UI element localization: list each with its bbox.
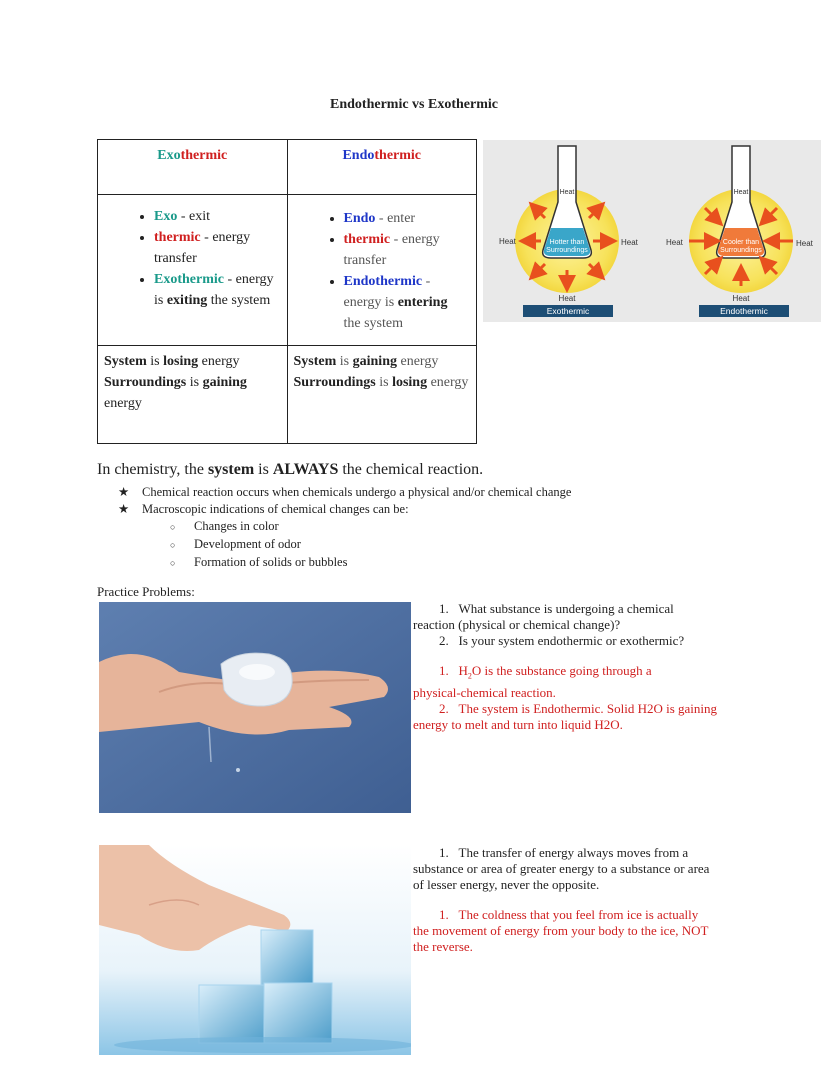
ice-in-hand-photo <box>99 602 411 813</box>
list-item: • thermic - energy transfer <box>344 229 466 271</box>
statement-1-cont: substance or area of greater energy to a substance or area <box>413 861 710 876</box>
endo-heat-top: Heat <box>733 189 749 196</box>
endo-flask-text-1: Cooler than <box>722 239 760 246</box>
answer-1: 1. The coldness that you feel from ice is actually <box>439 907 699 922</box>
problem-2 <box>413 845 743 955</box>
list-item: • Exothermic - energy is exiting the system <box>154 269 276 311</box>
page-title: Endothermic vs Exothermic <box>330 97 498 112</box>
exo-heat-bottom: Heat <box>558 294 576 303</box>
question-1-cont: reaction (physical or chemical change)? <box>413 617 621 632</box>
list-item: ○ Development of odor <box>170 536 571 554</box>
exo-flask-group <box>499 146 639 317</box>
exo-flask-text-2: Surroundings <box>546 247 588 254</box>
endo-heat-left: Heat <box>666 238 683 247</box>
list-item: • Exo - exit <box>154 206 276 227</box>
list-item: • Endo - enter <box>344 208 466 229</box>
intro-sentence: In chemistry, the system is ALWAYS the chemical reaction. <box>97 461 484 478</box>
answer-1-cont: physical-chemical reaction. <box>413 684 556 700</box>
endo-summary: System is gaining energy Surroundings is losing energy <box>287 346 477 444</box>
circle-bullet-icon: ○ <box>170 522 176 532</box>
question-1: 1. What substance is undergoing a chemical <box>439 601 674 616</box>
answer-1-cont: the movement of energy from your body to the ice, NOT <box>413 923 709 938</box>
chemistry-notes <box>118 484 571 572</box>
circle-bullet-icon: ○ <box>170 540 176 550</box>
list-item: ○ Formation of solids or bubbles <box>170 554 571 572</box>
list-item: • thermic - energy transfer <box>154 227 276 269</box>
practice-problems-label: Practice Problems: <box>97 584 195 599</box>
exo-flask-text-1: Hotter than <box>549 239 585 246</box>
list-item: ○ Changes in color <box>170 518 571 536</box>
endo-definitions <box>287 195 477 346</box>
exo-definitions <box>98 195 288 346</box>
star-icon: ★ <box>118 502 130 516</box>
endo-header: Endothermic <box>287 140 477 195</box>
endo-heat-bottom: Heat <box>732 294 750 303</box>
exo-summary: System is losing energy Surroundings is gaining energy <box>98 346 288 444</box>
problem-1 <box>413 601 743 733</box>
exo-heat-right: Heat <box>621 238 638 247</box>
exo-endo-diagram <box>483 140 821 322</box>
answer-1-cont-2: the reverse. <box>413 939 473 954</box>
endo-flask-group <box>666 146 814 317</box>
endo-diagram-label: Endothermic <box>720 306 768 316</box>
exo-heat-left: Heat <box>499 237 516 246</box>
exo-diagram-label: Exothermic <box>546 306 590 316</box>
endo-flask-text-2: Surroundings <box>720 247 762 254</box>
question-2: 2. Is your system endothermic or exothermic? <box>439 633 685 648</box>
finger-on-ice-photo <box>99 845 411 1055</box>
answer-2-cont: energy to melt and turn into liquid H2O. <box>413 716 623 732</box>
list-item: • Endothermic - energy is entering the system <box>344 271 466 334</box>
exo-header: Exothermic <box>98 140 288 195</box>
indications-list <box>118 518 571 572</box>
star-icon: ★ <box>118 485 130 499</box>
statement-1-cont-2: of lesser energy, never the opposite. <box>413 877 600 892</box>
statement-1: 1. The transfer of energy always moves from a <box>439 845 689 860</box>
comparison-table <box>97 139 477 444</box>
list-item: ★ Chemical reaction occurs when chemicals undergo a physical and/or chemical change <box>118 485 572 499</box>
list-item: ★ Macroscopic indications of chemical changes can be: ○ Changes in color ○ Development of odor ○ Formation of solids or bubbles <box>118 501 571 572</box>
endo-heat-right: Heat <box>796 239 813 248</box>
circle-bullet-icon: ○ <box>170 558 176 568</box>
exo-heat-top: Heat <box>559 189 575 196</box>
answer-2: 2. The system is Endothermic. Solid H2O is gaining <box>439 700 718 716</box>
answer-1: 1. $H_2O$ is the substance going through a <box>439 663 652 681</box>
